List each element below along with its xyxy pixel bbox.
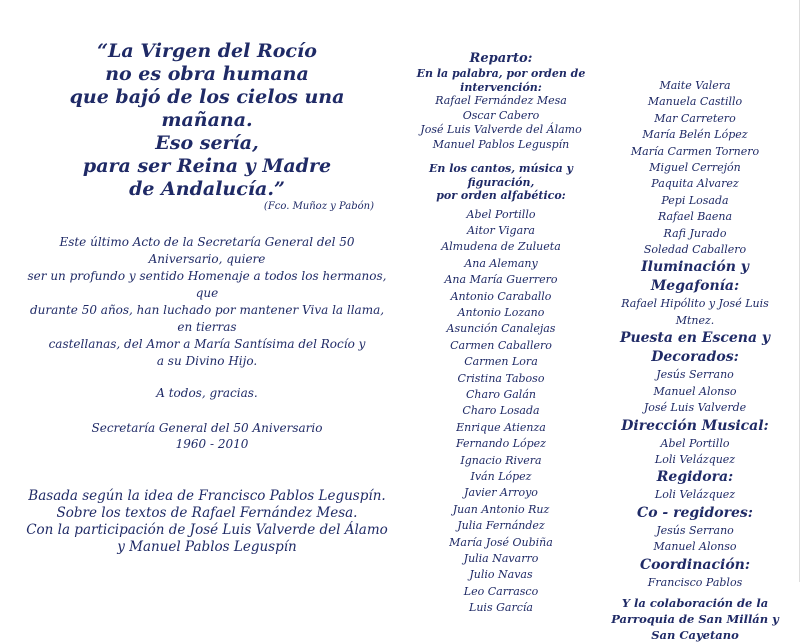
list-item: María Carmen Tornero — [630, 144, 760, 158]
cantos-list-continued — [606, 78, 784, 258]
collab-line: San Cayetano — [651, 627, 739, 642]
dedication-line: Este último Acto de la Secretaría General del 50 Aniversario, quiere — [59, 235, 355, 266]
list-item: Antonio Caraballo — [450, 289, 552, 303]
quote-line: para ser Reina y Madre — [82, 155, 332, 177]
list-item: Charo Losada — [462, 404, 540, 418]
list-item: Paquita Alvarez — [651, 177, 739, 191]
cantos-heading-sub: por orden alfabético: — [436, 189, 566, 202]
thanks: A todos, gracias. — [156, 386, 258, 400]
list-item: Ignacio Rivera — [460, 453, 542, 467]
credits-line: y Manuel Pablos Leguspín — [117, 539, 297, 555]
list-item: Enrique Atienza — [456, 420, 546, 434]
credits-line: Con la participación de José Luis Valverde del Álamo — [26, 522, 388, 538]
palabra-heading: En la palabra, por orden de intervención: — [416, 67, 586, 94]
dedication-line: durante 50 años, han luchado por mantener Viva la llama, en tierras — [29, 303, 385, 334]
escena-title: Puesta en Escena y Decorados: — [619, 330, 771, 366]
list-item: Luis García — [469, 601, 533, 615]
quote-line: no es obra humana — [105, 63, 309, 85]
collab-line: Y la colaboración de la — [621, 595, 769, 610]
list-item: Antonio Lozano — [457, 305, 545, 319]
cantos-list — [408, 207, 594, 617]
list-item: Pepi Losada — [661, 193, 729, 207]
list-item: Jesús Serrano — [656, 523, 734, 537]
years: 1960 - 2010 — [175, 437, 249, 451]
list-item: Asunción Canalejas — [446, 322, 556, 336]
regidora-title: Regidora: — [656, 469, 734, 486]
list-item: Loli Velázquez — [654, 452, 736, 466]
quote-line: “La Virgen del Rocío — [97, 40, 317, 62]
list-item: Carmen Lora — [464, 355, 538, 369]
list-item: Maite Valera — [659, 79, 731, 92]
list-item: Ana María Guerrero — [444, 273, 558, 287]
list-item: Julia Fernández — [457, 519, 545, 533]
list-item: Loli Velázquez — [654, 488, 736, 502]
iluminacion-names: Rafael Hipólito y José Luis Mtnez. — [621, 297, 769, 327]
list-item: Manuel Pablos Leguspín — [432, 137, 570, 151]
quote — [22, 40, 392, 201]
dedication-line: ser un profundo y sentido Homenaje a todos los hermanos, que — [27, 269, 387, 300]
list-item: Manuel Alonso — [653, 384, 737, 398]
dedication-line: a su Divino Hijo. — [156, 354, 258, 368]
list-item: Charo Galán — [466, 387, 536, 401]
tecnico-column — [606, 78, 784, 643]
list-item: José Luis Valverde — [643, 401, 747, 415]
list-item: Ana Alemany — [464, 256, 538, 270]
list-item: Abel Portillo — [660, 436, 730, 450]
cantos-heading: En los cantos, música y figuración, — [429, 162, 573, 189]
credits-line: Sobre los textos de Rafael Fernández Mesa. — [56, 505, 358, 521]
list-item: Francisco Pablos — [647, 575, 743, 589]
list-item: Soledad Caballero — [643, 243, 747, 257]
palabra-list — [408, 94, 594, 152]
list-item: Cristina Taboso — [457, 371, 545, 385]
list-item: Fernando López — [456, 437, 546, 451]
quote-line: Eso sería, — [155, 132, 259, 154]
collaboration — [606, 595, 784, 643]
list-item: Rafael Fernández Mesa — [435, 94, 567, 107]
list-item: Oscar Cabero — [462, 108, 540, 122]
iluminacion-title: Iluminación y Megafonía: — [641, 259, 749, 295]
list-item: José Luis Valverde del Álamo — [420, 123, 582, 136]
secretaria-title: Secretaría General del 50 Aniversario — [91, 421, 323, 435]
left-panel — [22, 40, 392, 556]
quote-author: (Fco. Muñoz y Pabón) — [263, 201, 374, 212]
list-item: Manuel Alonso — [653, 540, 737, 554]
list-item: Miguel Cerrejón — [649, 161, 741, 175]
reparto-title: Reparto: — [469, 51, 533, 66]
list-item: María Belén López — [642, 128, 748, 142]
list-item: Rafi Jurado — [663, 226, 727, 240]
list-item: Mar Carretero — [654, 111, 736, 125]
list-item: Iván López — [470, 470, 532, 483]
quote-line: que bajó de los cielos una mañana. — [69, 86, 345, 131]
list-item: Rafael Baena — [657, 210, 733, 224]
list-item: Leo Carrasco — [463, 584, 539, 598]
list-item: Jesús Serrano — [656, 368, 734, 382]
list-item: Almudena de Zulueta — [441, 240, 561, 254]
dedication — [22, 234, 392, 370]
direccion-title: Dirección Musical: — [621, 417, 769, 434]
credits — [22, 488, 392, 556]
collab-line: Parroquia de San Millán y — [611, 611, 779, 626]
quote-line: de Andalucía.” — [129, 178, 285, 200]
list-item: Julio Navas — [469, 568, 533, 582]
list-item: Julia Navarro — [463, 552, 539, 566]
coregidores-title: Co - regidores: — [637, 504, 753, 521]
list-item: María José Oubiña — [449, 535, 553, 549]
dedication-line: castellanas, del Amor a María Santísima del Rocío y — [48, 337, 366, 351]
coordinacion-title: Coordinación: — [639, 556, 751, 573]
list-item: Abel Portillo — [466, 207, 536, 221]
list-item: Manuela Castillo — [647, 95, 743, 109]
list-item: Javier Arroyo — [464, 486, 538, 500]
credits-line: Basada según la idea de Francisco Pablos Leguspín. — [28, 488, 386, 504]
list-item: Juan Antonio Ruz — [452, 502, 550, 516]
list-item: Carmen Caballero — [450, 338, 552, 352]
secretaria-block — [22, 420, 392, 452]
reparto-column — [408, 50, 594, 617]
list-item: Aitor Vigara — [467, 223, 535, 237]
